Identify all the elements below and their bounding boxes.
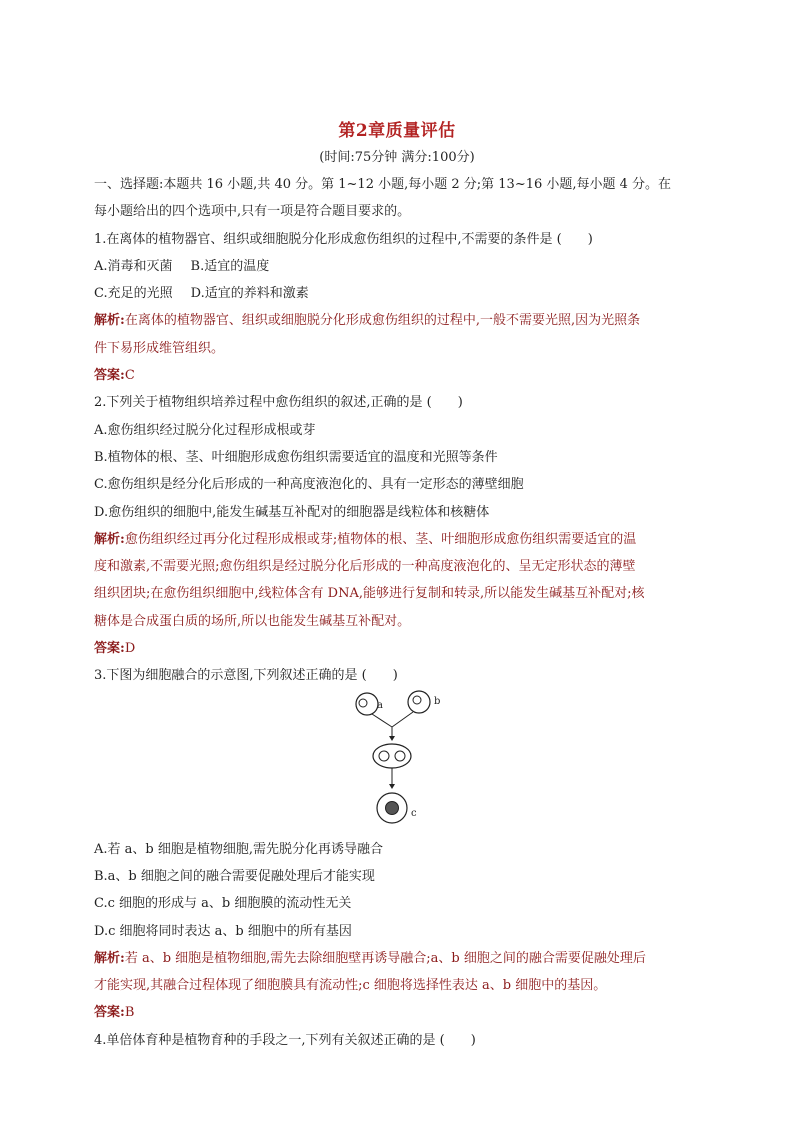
label-a: a	[377, 699, 383, 711]
exam-info: (时间:75分钟 满分:100分)	[319, 150, 475, 165]
q1-options-row-2	[94, 280, 694, 307]
q1-analysis-line-1	[94, 307, 694, 334]
q3-analysis-line-2: 才能实现,其融合过程体现了细胞膜具有流动性;c 细胞将选择性表达 a、b 细胞中的基因。	[94, 978, 607, 994]
q3-answer-value: B	[124, 1005, 135, 1021]
cell-c-nucleus	[386, 801, 399, 814]
q4-stem: 4.单倍体育种是植物育种的手段之一,下列有关叙述正确的是 ( )	[94, 1032, 476, 1048]
q1-analysis-text-1: 在离体的植物器官、组织或细胞脱分化形成愈伤组织的过程中,一般不需要光照,因为光照条	[124, 313, 641, 329]
q2-option-c: C.愈伤组织是经分化后形成的一种高度液泡化的、具有一定形态的薄壁细胞	[94, 477, 524, 493]
q1-answer-label: 答案:	[94, 368, 125, 384]
q3-answer	[94, 999, 694, 1026]
q2-answer-value: D	[124, 641, 136, 657]
q1-option-b: B.适宜的温度	[190, 258, 270, 274]
fused-cell-nucleus-2	[395, 751, 405, 761]
q2-analysis-label: 解析:	[94, 531, 125, 547]
q2-option-b: B.植物体的根、茎、叶细胞形成愈伤组织需要适宜的温度和光照等条件	[94, 449, 498, 465]
q1-answer	[94, 362, 694, 389]
q2-analysis-line-4: 糖体是合成蛋白质的场所,所以也能发生碱基互补配对。	[94, 613, 411, 629]
page-title: 第2章质量评估	[338, 121, 456, 141]
label-b: b	[434, 695, 441, 707]
q3-option-a: A.若 a、b 细胞是植物细胞,需先脱分化再诱导融合	[94, 841, 383, 857]
q2-answer-label: 答案:	[94, 641, 125, 657]
q2-analysis-line-2: 度和激素,不需要光照;愈伤组织是经过脱分化后形成的一种高度液泡化的、呈无定形状态的薄壁	[94, 559, 636, 575]
cell-fusion-svg	[347, 690, 457, 834]
q1-option-d: D.适宜的养料和激素	[190, 286, 309, 302]
fused-cell-nucleus-1	[379, 751, 389, 761]
arrow-from-a	[372, 714, 392, 727]
q2-option-d: D.愈伤组织的细胞中,能发生碱基互补配对的细胞器是线粒体和核糖体	[94, 504, 490, 520]
arrowhead-2	[389, 784, 395, 789]
arrow-from-b	[392, 712, 413, 727]
q2-analysis-line-3: 组织团块;在愈伤组织细胞中,线粒体含有 DNA,能够进行复制和转录,所以能发生碱基互补配对;核	[94, 586, 645, 602]
cell-fusion-diagram	[94, 690, 694, 836]
cell-b-nucleus	[413, 696, 421, 704]
section-heading-line-2: 每小题给出的四个选项中,只有一项是符合题目要求的。	[94, 204, 411, 220]
q1-answer-value: C	[124, 368, 135, 384]
q1-analysis-label: 解析:	[94, 313, 125, 329]
q3-analysis-label: 解析:	[94, 950, 125, 966]
q1-option-c: C.充足的光照	[94, 286, 173, 302]
q2-option-a: A.愈伤组织经过脱分化过程形成根或芽	[94, 422, 316, 438]
q3-analysis-line-1	[94, 945, 694, 972]
q2-analysis-line-1	[94, 526, 694, 553]
section-heading-line-1: 一、选择题:本题共 16 小题,共 40 分。第 1~12 小题,每小题 2 分;第 13~16 小题,每小题 4 分。在	[94, 177, 672, 192]
q3-analysis-text-1: 若 a、b 细胞是植物细胞,需先去除细胞壁再诱导融合;a、b 细胞之间的融合需要促融处理后	[124, 950, 646, 966]
arrowhead-1	[389, 736, 395, 741]
cell-a-nucleus	[359, 699, 367, 707]
q3-option-d: D.c 细胞将同时表达 a、b 细胞中的所有基因	[94, 923, 352, 939]
q2-stem: 2.下列关于植物组织培养过程中愈伤组织的叙述,正确的是 ( )	[94, 395, 463, 411]
q1-analysis-line-2: 件下易形成维管组织。	[94, 340, 225, 356]
q3-option-c: C.c 细胞的形成与 a、b 细胞膜的流动性无关	[94, 896, 352, 912]
q1-option-a: A.消毒和灭菌	[94, 258, 173, 274]
content	[94, 171, 694, 1054]
q3-answer-label: 答案:	[94, 1005, 125, 1021]
q1-stem: 1.在离体的植物器官、组织或细胞脱分化形成愈伤组织的过程中,不需要的条件是 ( )	[94, 231, 593, 247]
q2-answer	[94, 635, 694, 662]
q1-options-row-1	[94, 253, 694, 280]
q2-analysis-text-1: 愈伤组织经过再分化过程形成根或芽;植物体的根、茎、叶细胞形成愈伤组织需要适宜的温	[124, 531, 637, 547]
label-c: c	[411, 807, 417, 819]
q3-option-b: B.a、b 细胞之间的融合需要促融处理后才能实现	[94, 868, 375, 884]
q3-stem: 3.下图为细胞融合的示意图,下列叙述正确的是 ( )	[94, 668, 398, 684]
